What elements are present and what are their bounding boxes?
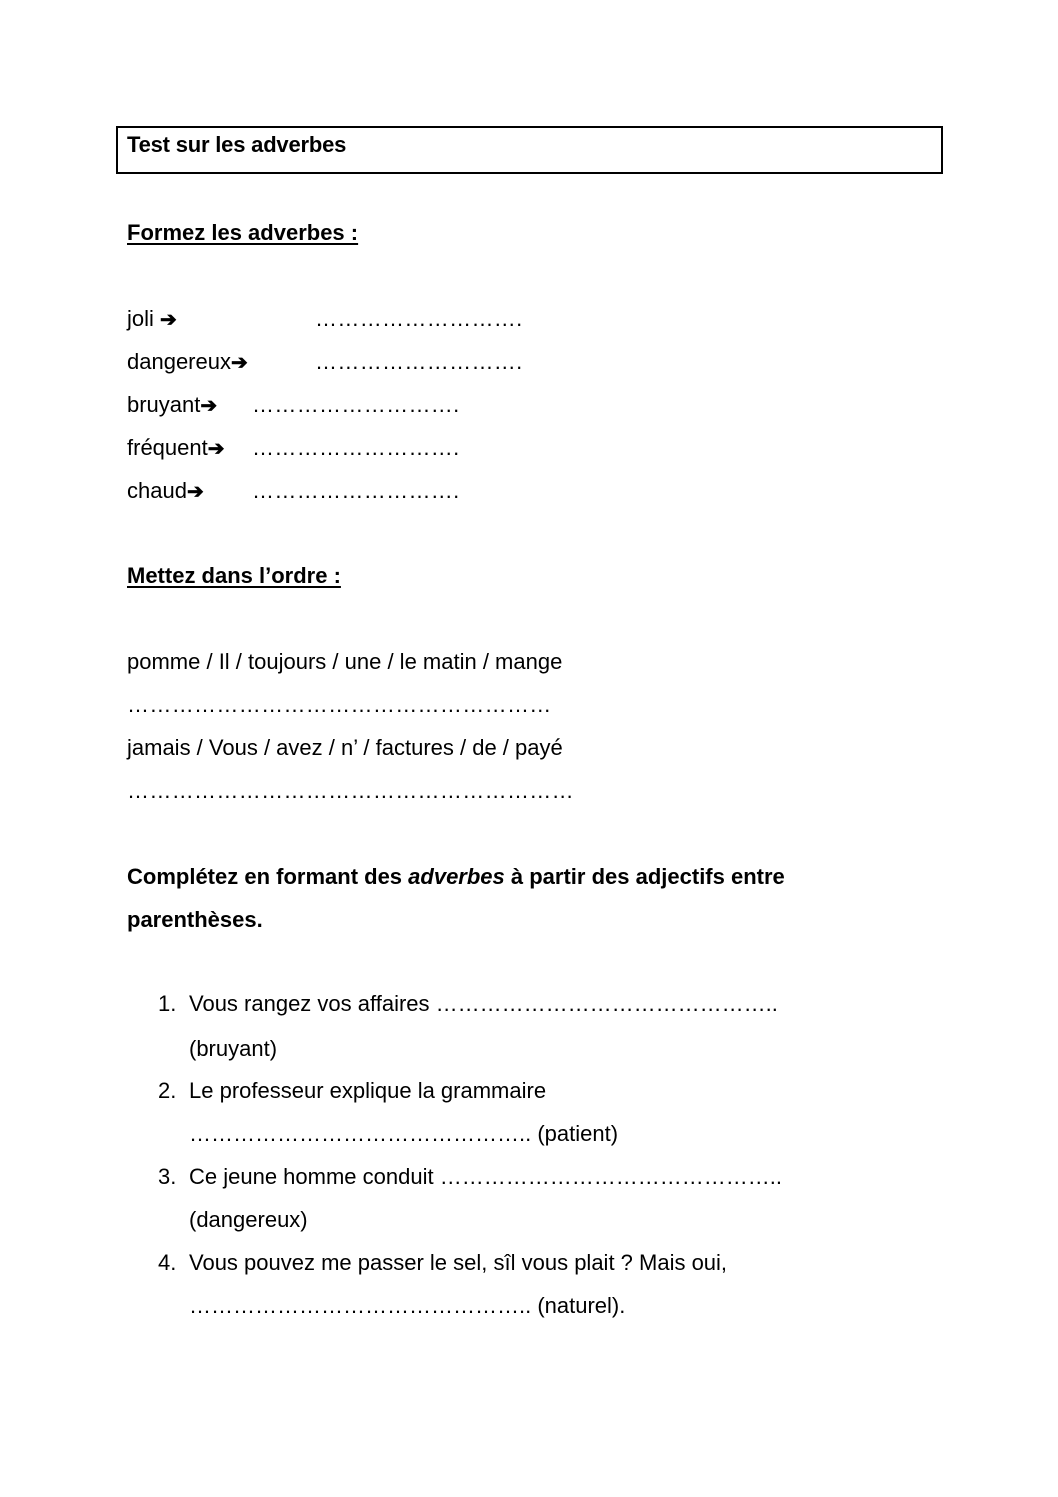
arrow-right-icon: ➔ [160, 309, 177, 331]
worksheet-title: Test sur les adverbes [127, 132, 347, 157]
arrow-right-icon: ➔ [207, 438, 225, 460]
adjective: dangereux [127, 349, 231, 374]
answer-blank[interactable]: ………………………. [252, 392, 460, 417]
section-instruction [127, 864, 785, 890]
exercise-hint: ……………………………………….. (patient) [189, 1121, 619, 1146]
arrow-right-icon: ➔ [230, 352, 248, 374]
exercise-hint: (dangereux) [189, 1207, 308, 1232]
adjective: chaud [127, 478, 187, 503]
instruction-emphasis: adverbes [408, 864, 505, 889]
answer-blank[interactable]: …………………………………………………… [127, 778, 574, 803]
exercise-hint: ……………………………………….. (naturel). [189, 1293, 626, 1318]
answer-blank[interactable]: ………………………. [315, 349, 523, 374]
instruction-text: à partir des adjectifs entre [504, 864, 785, 889]
section-heading-form-adverbs: Formez les adverbes : [127, 220, 359, 245]
form-item-word [127, 392, 217, 418]
answer-blank[interactable]: ………………………. [252, 435, 460, 460]
form-item-word [127, 478, 204, 504]
section-instruction-line2: parenthèses. [127, 907, 263, 932]
item-number: 4. [158, 1250, 177, 1275]
form-item-word [127, 349, 248, 375]
form-item-word [127, 306, 177, 332]
exercise-hint: (bruyant) [189, 1036, 278, 1061]
adjective: joli [127, 306, 161, 331]
form-item-word [127, 435, 225, 461]
title-box [116, 126, 943, 174]
instruction-text: Complétez en formant des [127, 864, 409, 889]
arrow-right-icon: ➔ [200, 395, 218, 417]
adjective: bruyant [127, 392, 201, 417]
item-number: 1. [158, 991, 177, 1016]
arrow-right-icon: ➔ [186, 481, 204, 503]
section-heading-order: Mettez dans l’ordre : [127, 563, 341, 588]
exercise-line: Le professeur explique la grammaire [189, 1078, 547, 1103]
item-number: 3. [158, 1164, 177, 1189]
answer-blank[interactable]: ………………………………………………… [127, 692, 552, 717]
answer-blank[interactable]: ………………………. [252, 478, 460, 503]
exercise-line: Ce jeune homme conduit ……………………………………….. [189, 1164, 782, 1189]
exercise-line: Vous pouvez me passer le sel, sîl vous plait ? Mais oui, [189, 1250, 728, 1275]
item-number: 2. [158, 1078, 177, 1103]
answer-blank[interactable]: ………………………. [315, 306, 523, 331]
scrambled-sentence: pomme / Il / toujours / une / le matin / mange [127, 649, 563, 674]
exercise-line: Vous rangez vos affaires ……………………………………….. [189, 991, 778, 1016]
scrambled-sentence: jamais / Vous / avez / n’ / factures / de / payé [127, 735, 563, 760]
adjective: fréquent [127, 435, 208, 460]
